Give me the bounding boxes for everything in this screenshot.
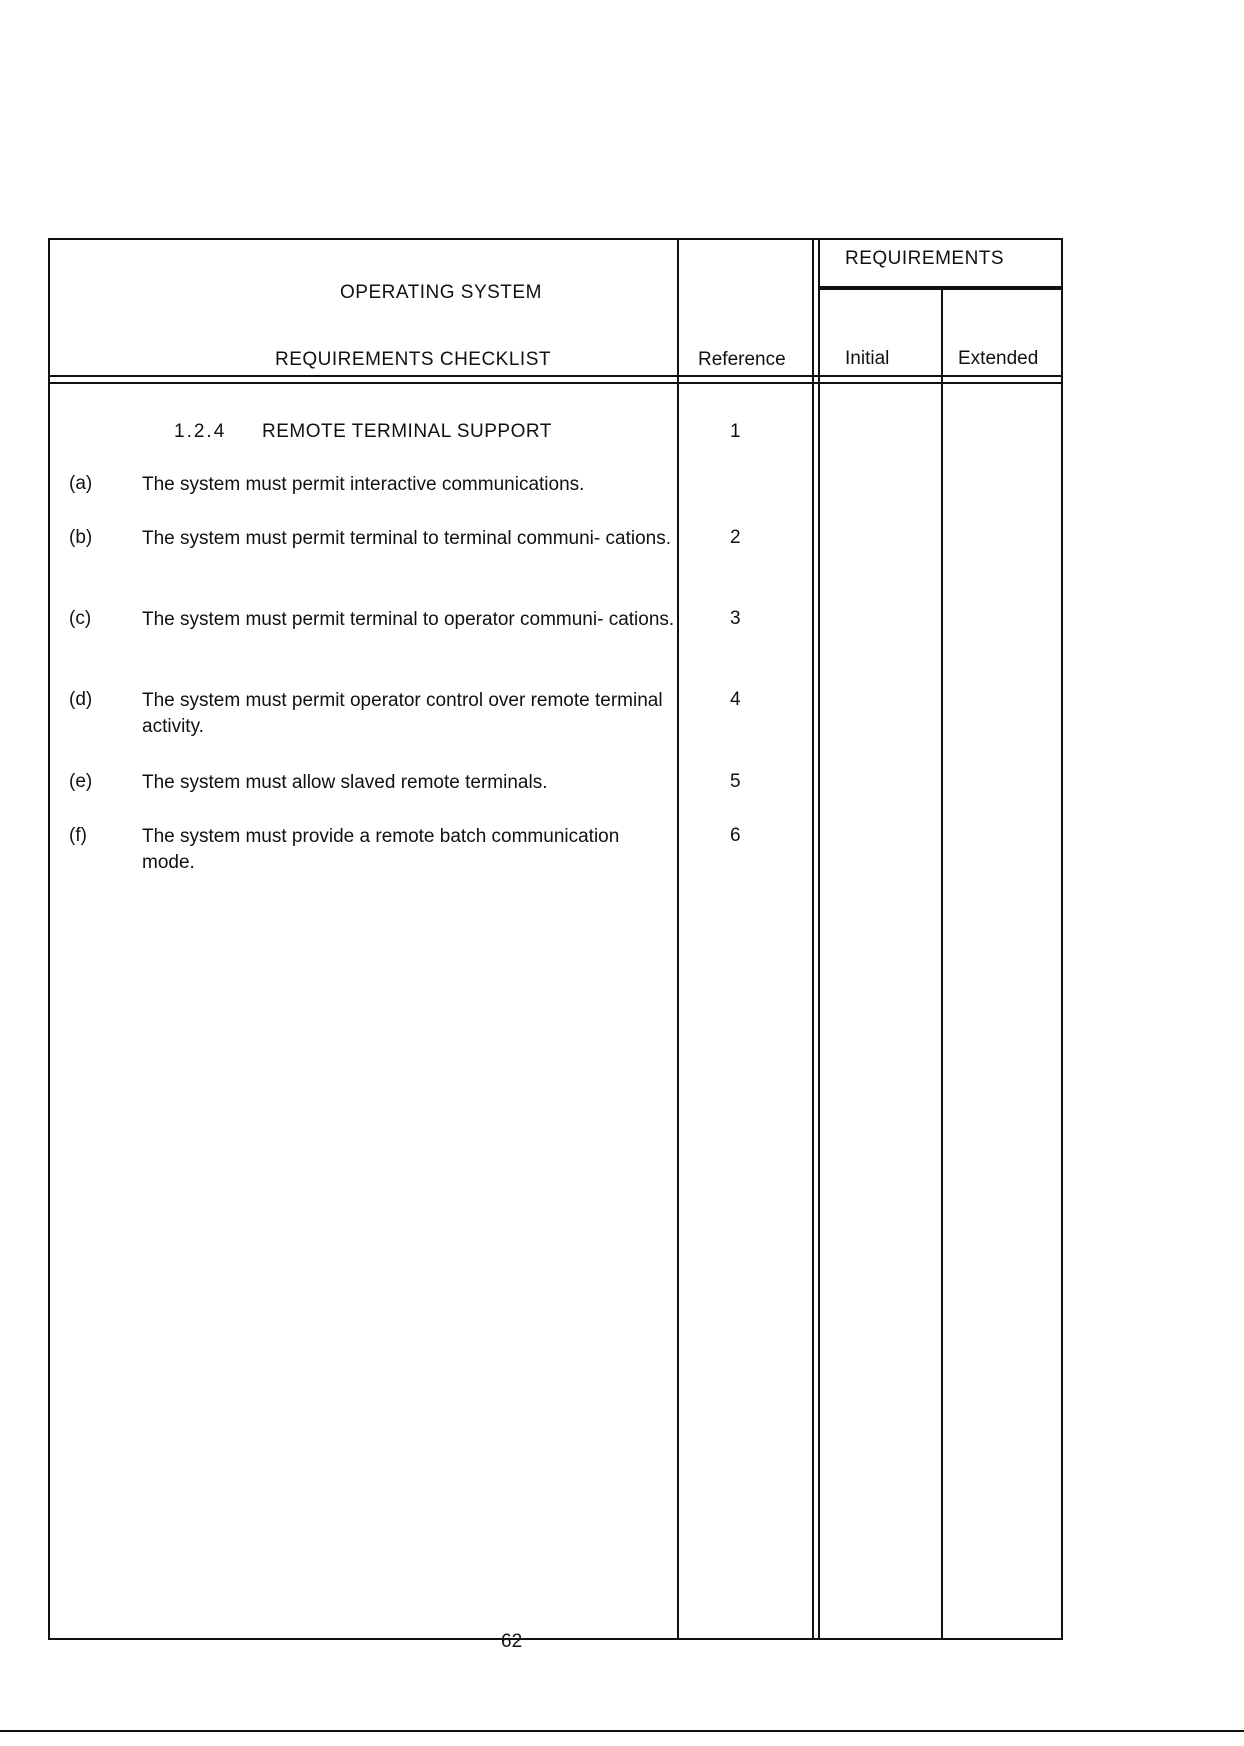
extended-column-divider (941, 288, 943, 1640)
item-text: The system must provide a remote batch communication mode. (142, 826, 620, 873)
requirements-column-divider (812, 238, 814, 1640)
item-text: The system must allow slaved remote terminals. (142, 772, 548, 793)
item-text: The system must permit terminal to operator communi- cations. (142, 609, 675, 630)
item-reference: 4 (730, 689, 741, 710)
initial-column-header: Initial (845, 348, 890, 369)
section-heading (174, 420, 552, 444)
item-reference: 6 (730, 825, 741, 846)
item-label: (f) (69, 825, 87, 846)
checklist-table-frame (48, 238, 1063, 1640)
requirements-subheader-rule (818, 286, 1063, 290)
reference-column-divider (677, 238, 679, 1640)
item-text: The system must permit interactive communications. (142, 474, 585, 495)
table-title-line1: OPERATING SYSTEM (340, 282, 542, 303)
section-number: 1.2.4 (174, 421, 227, 442)
section-reference: 1 (730, 421, 741, 442)
item-label: (d) (69, 689, 93, 710)
requirements-column-divider-inner (818, 238, 820, 1640)
section-title: REMOTE TERMINAL SUPPORT (262, 421, 552, 442)
header-rule-top (48, 375, 1063, 377)
item-text: The system must permit terminal to terminal communi- cations. (142, 528, 671, 549)
page-number: 62 (501, 1631, 523, 1652)
page-bottom-rule (0, 1730, 1244, 1732)
extended-column-header: Extended (958, 348, 1039, 369)
item-reference: 3 (730, 608, 741, 629)
table-title-line2: REQUIREMENTS CHECKLIST (275, 349, 551, 370)
item-text: The system must permit operator control over remote terminal activity. (142, 690, 663, 737)
item-label: (b) (69, 527, 93, 548)
item-reference: 2 (730, 527, 741, 548)
item-label: (e) (69, 771, 93, 792)
item-reference: 5 (730, 771, 741, 792)
item-label: (c) (69, 608, 92, 629)
header-rule-bottom (48, 382, 1063, 384)
item-label: (a) (69, 473, 93, 494)
requirements-group-header: REQUIREMENTS (845, 248, 1005, 269)
reference-column-header: Reference (698, 349, 786, 370)
